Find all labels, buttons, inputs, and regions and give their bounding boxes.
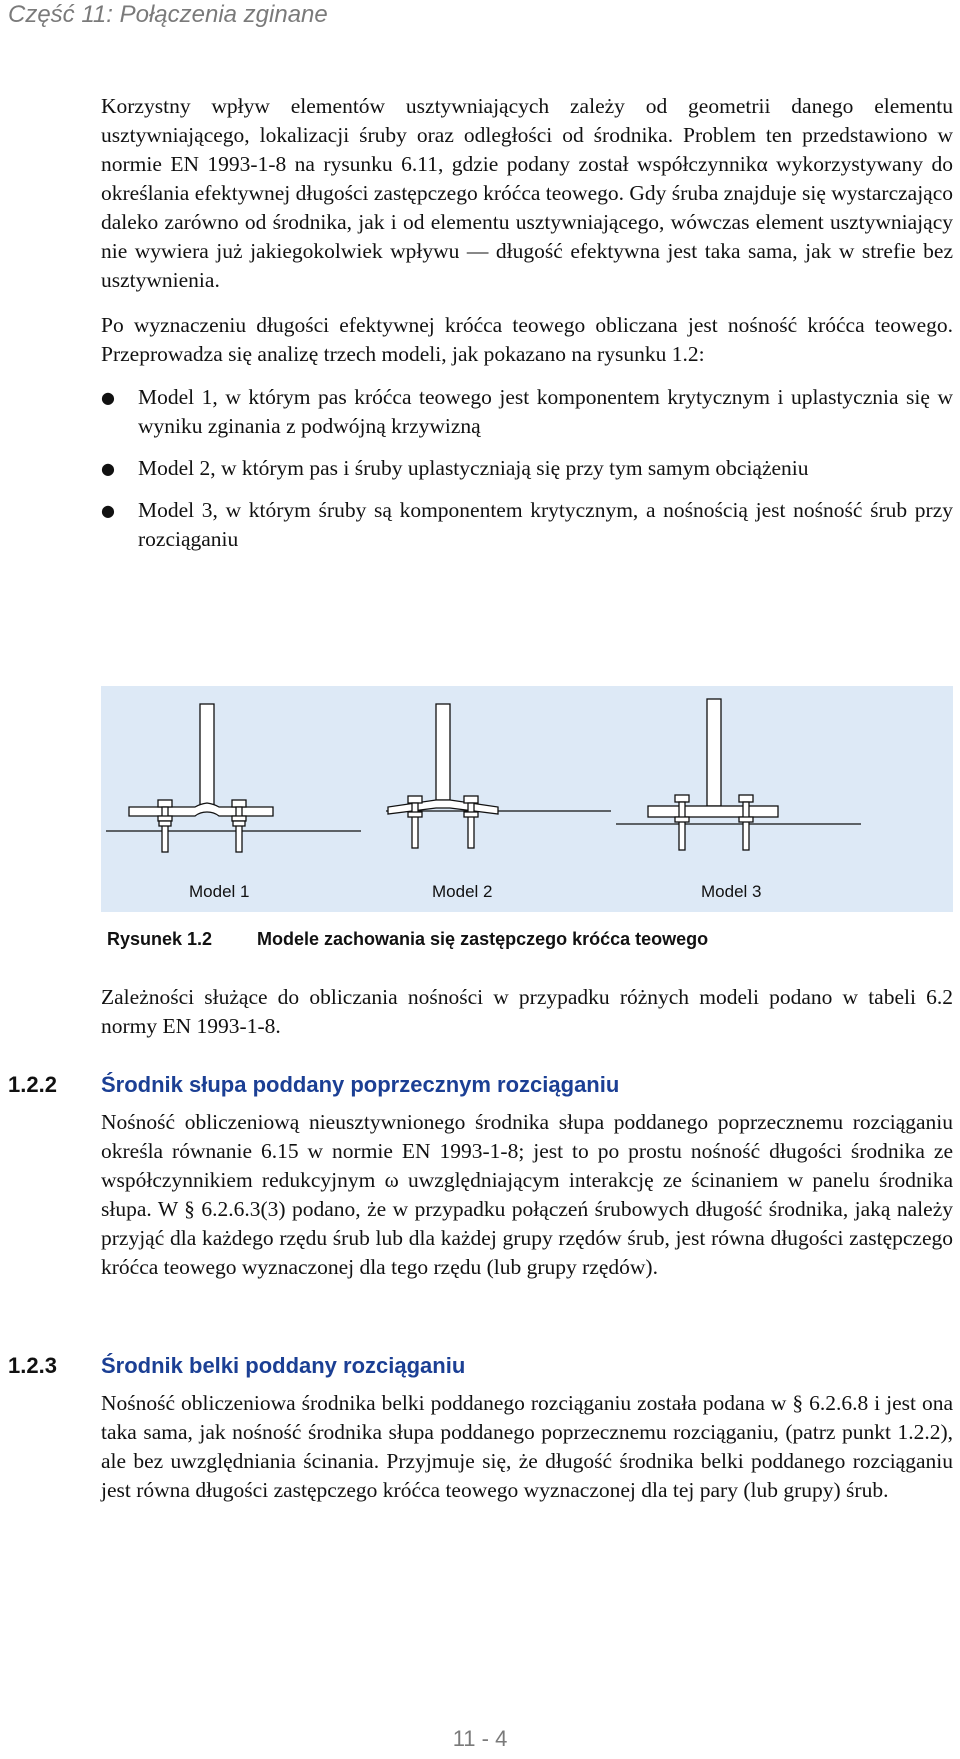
running-header: Część 11: Połączenia zginane <box>8 1 328 28</box>
figure-caption <box>107 929 708 950</box>
model-2-diagram <box>386 704 611 848</box>
tstub-models-drawing <box>101 686 953 912</box>
model-list <box>101 383 953 554</box>
page-number: 11 - 4 <box>452 1726 508 1751</box>
bullet-icon: ● <box>101 388 115 407</box>
bullet-icon: ● <box>101 459 115 478</box>
section-number: 1.2.3 <box>8 1353 57 1378</box>
section-number: 1.2.2 <box>8 1072 57 1097</box>
model-3-label: Model 3 <box>701 882 762 901</box>
figure-caption-text: Modele zachowania się zastępczego króćca teowego <box>257 929 709 949</box>
bullet-icon: ● <box>101 501 115 520</box>
after-figure-section <box>101 983 953 1041</box>
section-paragraph: Nośność obliczeniową nieusztywnionego środnika słupa poddanego poprzecznemu rozciąganiu określa równanie 6.15 w normie EN 1993-1-8; jest to po prostu nośność długości środnika ze współczynnikiem redukcyjnym ω uwzględniającym interakcję ze ścinaniem w panelu środnika słupa. W § 6.2.6.3(3) podano, że w przypadku połączeń śrubowych długość środnika, jaką należy przyjąć dla każdego rzędu śrub lub dla każdej grupy rzędów śrub, jest równa długości zastępczego króćca teowego wyznaczonej dla tego rzędu (lub grupy rzędów). <box>101 1110 953 1279</box>
list-item-text: Model 2, w którym pas i śruby uplastyczniają się przy tym samym obciążeniu <box>138 456 809 480</box>
section-title: Środnik słupa poddany poprzecznym rozciąganiu <box>101 1072 620 1097</box>
intro-section <box>101 92 953 567</box>
list-item <box>101 454 953 483</box>
section-body-1-2-2 <box>101 1108 953 1282</box>
list-item <box>101 383 953 441</box>
model-1-diagram <box>106 704 361 852</box>
section-paragraph: Nośność obliczeniowa środnika belki poddanego rozciąganiu została podana w § 6.2.6.8 i jest ona taka sama, jak nośność środnika słupa poddanego poprzecznemu rozciąganiu, (patrz punkt 1.2.2), ale bez uwzględniania ścinania. Przyjmuje się, że długość środnika belki poddanego rozciąganiu jest równa długości zastępczego króćca teowego wyznaczonej dla tej pary (lub grupy) śrub. <box>101 1391 953 1502</box>
figure-caption-number: Rysunek 1.2 <box>107 929 213 949</box>
list-item-text: Model 3, w którym śruby są komponentem krytycznym, a nośnością jest nośność śrub przy rozciąganiu <box>138 498 953 551</box>
section-title: Środnik belki poddany rozciąganiu <box>101 1353 466 1378</box>
model-3-diagram <box>616 699 861 850</box>
intro-paragraph-2: Po wyznaczeniu długości efektywnej króćca teowego obliczana jest nośność króćca teowego. Przeprowadza się analizę trzech modeli, jak pokazano na rysunku 1.2: <box>101 313 953 366</box>
figure-tstub-models <box>101 686 953 912</box>
list-item-text: Model 1, w którym pas króćca teowego jest komponentem krytycznym i uplastycznia się w wyniku zginania z podwójną krzywizną <box>138 385 953 438</box>
model-1-label: Model 1 <box>189 882 250 901</box>
section-body-1-2-3 <box>101 1389 953 1505</box>
after-figure-paragraph: Zależności służące do obliczania nośności w przypadku różnych modeli podano w tabeli 6.2 normy EN 1993-1-8. <box>101 985 953 1038</box>
list-item <box>101 496 953 554</box>
intro-paragraph-1: Korzystny wpływ elementów usztywniających zależy od geometrii danego elementu usztywniającego, lokalizacji śruby oraz odległości od środnika. Problem ten przedstawiono w normie EN 1993-1-8 na rysunku 6.11, gdzie podany został współczynnikα wykorzystywany do określania efektywnej długości zastępczego króćca teowego. Gdy śruba znajduje się wystarczająco daleko zarówno od środnika, jak i od elementu usztywniającego, wówczas element usztywniający nie wywiera już jakiegokolwiek wpływu — długość efektywna jest taka sama, jak w strefie bez usztywnienia. <box>101 94 953 292</box>
model-2-label: Model 2 <box>432 882 493 901</box>
